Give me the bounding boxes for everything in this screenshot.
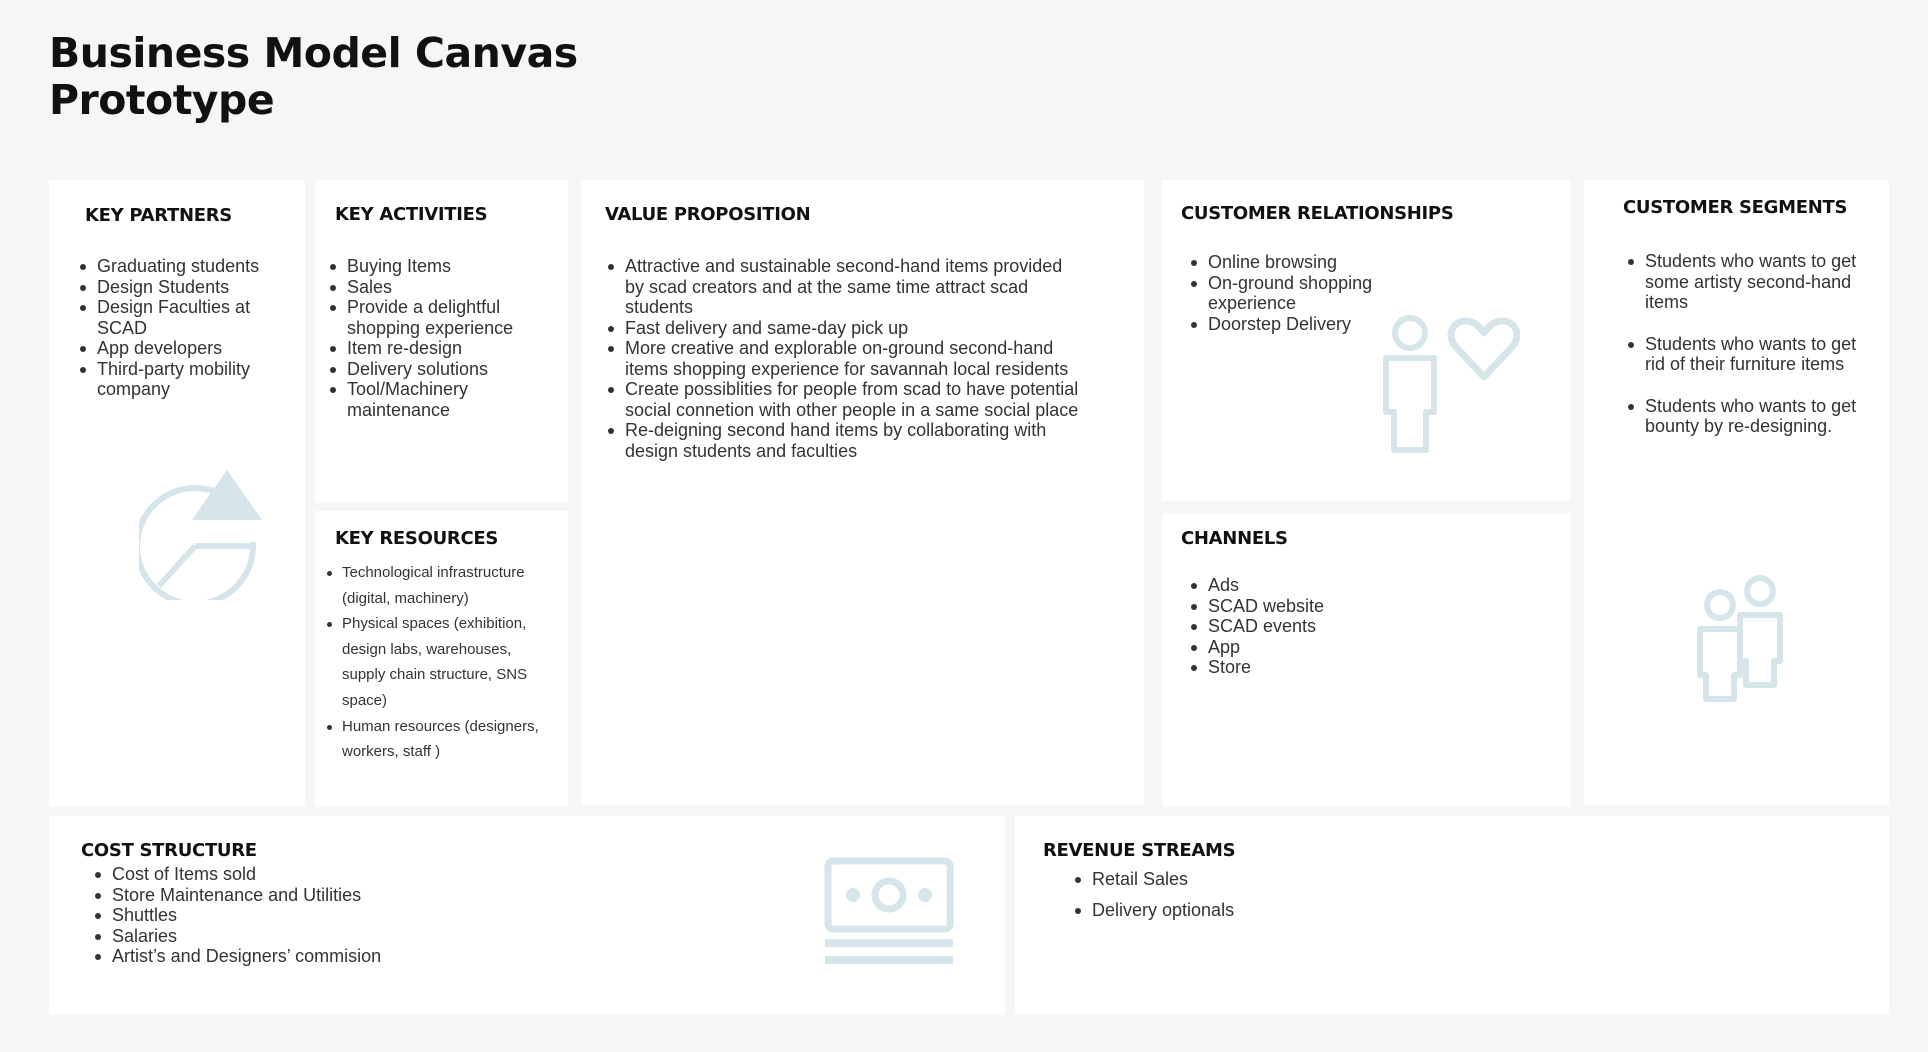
key-activities-list (329, 256, 559, 420)
list-item: Cost of Items sold (94, 864, 494, 885)
list-item: Technological infrastructure (digital, machinery) (326, 560, 551, 611)
list-item: Buying Items (329, 256, 559, 277)
list-item: Online browsing (1190, 252, 1390, 273)
page-title-line-1: Business Model Canvas (49, 29, 578, 77)
value-proposition-list (607, 256, 1082, 461)
cost-structure-list (94, 864, 494, 967)
customer-relationships-list (1190, 252, 1390, 334)
customer-segments-list (1627, 251, 1857, 458)
channels-list (1190, 575, 1390, 678)
key-activities-card (315, 180, 568, 503)
customer-relationships-card (1162, 180, 1570, 501)
revenue-streams-list (1074, 869, 1374, 930)
list-item: Ads (1190, 575, 1390, 596)
list-item: Provide a delightful shopping experience (329, 297, 559, 338)
list-item: SCAD events (1190, 616, 1390, 637)
list-item: Doorstep Delivery (1190, 314, 1390, 335)
list-item: Sales (329, 277, 559, 298)
list-item: Students who wants to get rid of their furniture items (1627, 334, 1857, 375)
key-resources-heading: KEY RESOURCES (335, 528, 499, 549)
key-resources-list (326, 560, 551, 765)
key-partners-heading: KEY PARTNERS (85, 205, 232, 226)
list-item: Physical spaces (exhibition, design labs, warehouses, supply chain structure, SNS space) (326, 611, 551, 713)
cost-structure-card (49, 816, 1005, 1015)
list-item: Students who wants to get bounty by re-designing. (1627, 396, 1857, 437)
person-heart-icon (1380, 315, 1520, 465)
list-item: Students who wants to get some artisty second-hand items (1627, 251, 1857, 313)
money-icon (823, 856, 955, 968)
list-item: SCAD website (1190, 596, 1390, 617)
list-item: Re-deigning second hand items by collaborating with design students and faculties (607, 420, 1082, 461)
list-item: Delivery solutions (329, 359, 559, 380)
revenue-streams-heading: REVENUE STREAMS (1043, 840, 1236, 861)
list-item: Retail Sales (1074, 869, 1374, 890)
cost-structure-heading: COST STRUCTURE (81, 840, 257, 861)
customer-segments-heading: CUSTOMER SEGMENTS (1623, 197, 1848, 218)
list-item: Create possiblities for people from scad to have potential social connetion with other people in a same social place (607, 379, 1082, 420)
list-item: Delivery optionals (1074, 900, 1374, 921)
list-item: App developers (79, 338, 289, 359)
list-item: Shuttles (94, 905, 494, 926)
list-item: Design Faculties at SCAD (79, 297, 289, 338)
list-item: Item re-design (329, 338, 559, 359)
pie-chart-icon (139, 470, 269, 600)
list-item: Salaries (94, 926, 494, 947)
page-title (49, 30, 578, 124)
channels-heading: CHANNELS (1181, 528, 1288, 549)
key-resources-card (315, 511, 568, 807)
list-item: Graduating students (79, 256, 289, 277)
customer-relationships-heading: CUSTOMER RELATIONSHIPS (1181, 203, 1454, 224)
value-proposition-heading: VALUE PROPOSITION (605, 204, 811, 225)
revenue-streams-card (1015, 816, 1889, 1015)
page-title-line-2: Prototype (49, 76, 275, 124)
customer-segments-card (1584, 180, 1889, 805)
two-people-icon (1694, 575, 1794, 705)
list-item: Attractive and sustainable second-hand items provided by scad creators and at the same time attract scad students (607, 256, 1082, 318)
channels-card (1162, 513, 1570, 807)
list-item: Fast delivery and same-day pick up (607, 318, 1082, 339)
list-item: Store Maintenance and Utilities (94, 885, 494, 906)
list-item: Artist’s and Designers’ commision (94, 946, 494, 967)
key-activities-heading: KEY ACTIVITIES (335, 204, 488, 225)
key-partners-list (79, 256, 289, 400)
list-item: On-ground shopping experience (1190, 273, 1390, 314)
list-item: Store (1190, 657, 1390, 678)
list-item: App (1190, 637, 1390, 658)
list-item: Third-party mobility company (79, 359, 289, 400)
list-item: Tool/Machinery maintenance (329, 379, 559, 420)
list-item: Design Students (79, 277, 289, 298)
list-item: Human resources (designers, workers, staff ) (326, 714, 551, 765)
list-item: More creative and explorable on-ground second-hand items shopping experience for savannah local residents (607, 338, 1082, 379)
value-proposition-card (581, 180, 1144, 805)
key-partners-card (49, 180, 305, 807)
